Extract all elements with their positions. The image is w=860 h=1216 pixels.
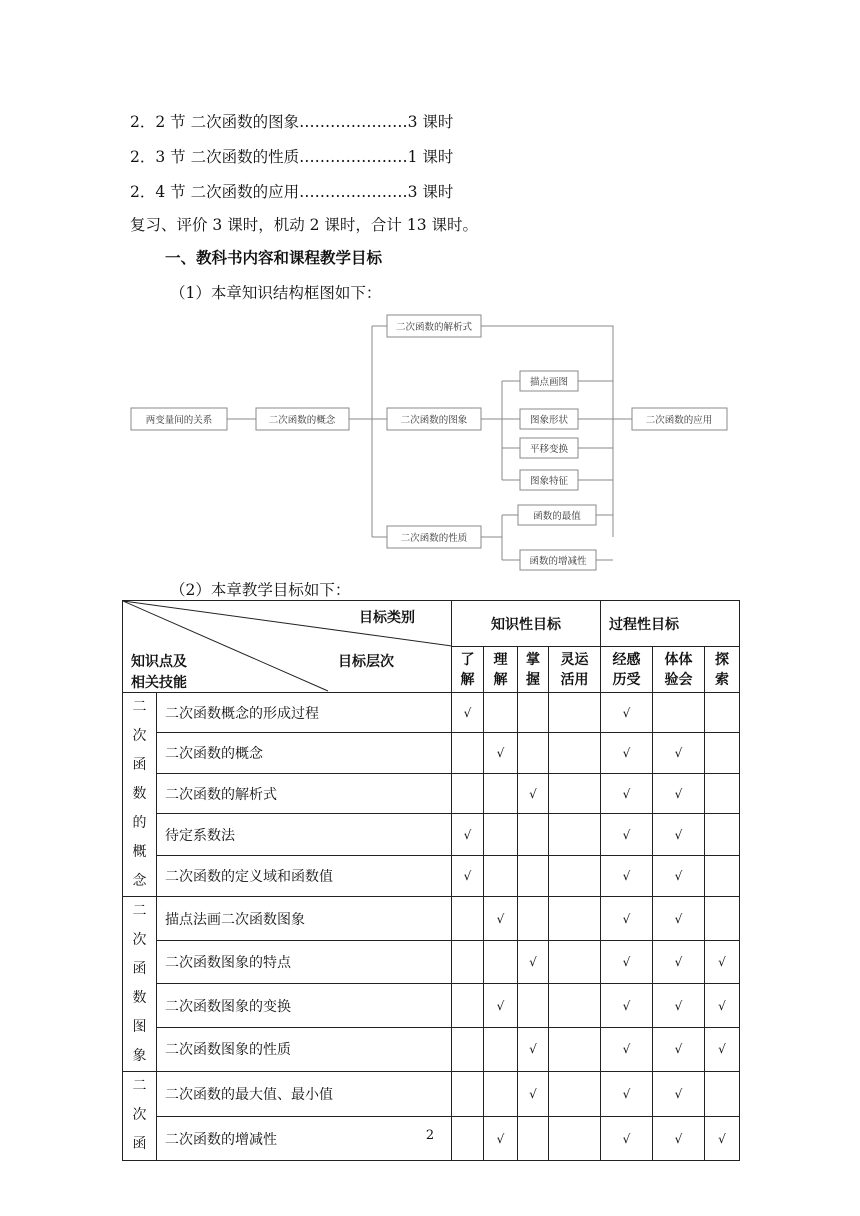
check-mark-cell: √ [653,814,705,855]
box-property-child-2-label: 函数的增减性 [529,556,587,567]
check-mark-cell: √ [705,941,740,984]
check-mark-cell [518,693,549,733]
check-mark-cell: √ [518,1027,549,1071]
check-mark-cell: √ [484,984,518,1027]
check-mark-cell: √ [601,897,653,941]
check-mark-cell: √ [601,855,653,896]
schedule-line-1: 2．2 节 二次函数的图象…………………3 课时 [130,113,454,131]
table-row [123,814,740,855]
col-header: 经感历受 [601,647,653,693]
box-application-label: 二次函数的应用 [645,415,713,426]
check-mark-cell: √ [601,941,653,984]
check-mark-cell: √ [653,774,705,814]
check-mark-cell [549,814,601,855]
check-mark-cell: √ [601,774,653,814]
check-mark-cell [549,1072,601,1117]
check-mark-cell [452,984,484,1027]
check-mark-cell: √ [452,693,484,733]
row-item: 二次函数的增减性 [157,1117,452,1161]
check-mark-cell [518,855,549,896]
row-item: 二次函数的最大值、最小值 [157,1072,452,1117]
check-mark-cell: √ [601,814,653,855]
header-related-skill: 相关技能 [131,675,187,691]
check-mark-cell [549,1027,601,1071]
group-process-goals: 过程性目标 [601,601,740,647]
check-mark-cell [484,1072,518,1117]
table-caption: （2）本章教学目标如下： [170,581,351,599]
check-mark-cell [484,1027,518,1071]
check-mark-cell [518,733,549,774]
check-mark-cell [452,897,484,941]
table-row [123,855,740,896]
row-item: 二次函数的解析式 [157,774,452,814]
box-graph-child-3-label: 平移变换 [529,444,569,455]
col-header: 探索 [705,647,740,693]
check-mark-cell [484,693,518,733]
check-mark-cell [452,774,484,814]
check-mark-cell: √ [653,855,705,896]
check-mark-cell: √ [601,1117,653,1161]
check-mark-cell [705,897,740,941]
check-mark-cell: √ [705,984,740,1027]
header-category: 目标类别 [359,610,415,626]
check-mark-cell: √ [705,1027,740,1071]
row-item: 二次函数图象的变换 [157,984,452,1027]
check-mark-cell: √ [601,733,653,774]
box-property-child-1-label: 函数的最值 [533,511,581,522]
check-mark-cell: √ [518,1072,549,1117]
check-mark-cell [484,774,518,814]
check-mark-cell: √ [653,1072,705,1117]
check-mark-cell: √ [705,1117,740,1161]
box-graph-child-2-label: 图象形状 [529,415,569,426]
box-start-label: 两变量间的关系 [145,415,213,426]
check-mark-cell [452,941,484,984]
check-mark-cell [705,774,740,814]
row-item: 二次函数的概念 [157,733,452,774]
check-mark-cell [452,733,484,774]
row-item: 二次函数图象的特点 [157,941,452,984]
table-row [123,897,740,941]
section-heading: 一、教科书内容和课程教学目标 [165,249,383,267]
check-mark-cell [705,814,740,855]
teaching-goals-table [122,600,740,1161]
check-mark-cell: √ [452,855,484,896]
row-group-label: 二次函数的概念 [123,693,157,897]
check-mark-cell [452,1072,484,1117]
row-item: 描点法画二次函数图象 [157,897,452,941]
check-mark-cell [549,774,601,814]
schedule-line-2: 2．3 节 二次函数的性质…………………1 课时 [130,148,454,166]
group-knowledge-goals: 知识性目标 [452,601,601,647]
row-item: 二次函数概念的形成过程 [157,693,452,733]
check-mark-cell: √ [601,1027,653,1071]
table-row [123,1072,740,1117]
table-row [123,941,740,984]
check-mark-cell [705,693,740,733]
box-analytic-label: 二次函数的解析式 [395,322,473,333]
row-group-label: 二次函数图象 [123,897,157,1072]
box-graph-label: 二次函数的图象 [400,415,468,426]
check-mark-cell [549,984,601,1027]
table-row [123,733,740,774]
check-mark-cell [653,693,705,733]
page-number: 2 [425,1128,435,1143]
check-mark-cell: √ [484,897,518,941]
col-header: 理解 [484,647,518,693]
check-mark-cell: √ [484,1117,518,1161]
table-row [123,1027,740,1071]
table-row [123,984,740,1027]
check-mark-cell [549,733,601,774]
col-header: 灵运活用 [549,647,601,693]
check-mark-cell [549,855,601,896]
box-concept-label: 二次函数的概念 [268,415,336,426]
check-mark-cell: √ [653,1027,705,1071]
check-mark-cell: √ [601,693,653,733]
col-header: 掌握 [518,647,549,693]
check-mark-cell: √ [601,1072,653,1117]
box-graph-child-4-label: 图象特征 [529,476,569,487]
schedule-line-3: 2．4 节 二次函数的应用…………………3 课时 [130,183,454,201]
check-mark-cell: √ [653,984,705,1027]
check-mark-cell: √ [653,1117,705,1161]
check-mark-cell [549,897,601,941]
goal-rows [123,693,740,1161]
diagram-caption: （1）本章知识结构框图如下： [170,284,382,302]
check-mark-cell [484,855,518,896]
check-mark-cell [452,1027,484,1071]
table-row [123,693,740,733]
table-row [123,774,740,814]
check-mark-cell: √ [452,814,484,855]
box-property-label: 二次函数的性质 [400,533,468,544]
schedule-summary: 复习、评价 3 课时，机动 2 课时，合计 13 课时。 [130,216,479,234]
check-mark-cell: √ [653,941,705,984]
header-level: 目标层次 [338,654,394,670]
check-mark-cell [518,897,549,941]
check-mark-cell [705,1072,740,1117]
check-mark-cell [705,733,740,774]
check-mark-cell [705,855,740,896]
check-mark-cell: √ [518,941,549,984]
check-mark-cell [484,814,518,855]
check-mark-cell [549,941,601,984]
row-group-label: 二次函 [123,1072,157,1161]
connector [481,381,520,480]
diagonal-header-cell [123,601,452,693]
check-mark-cell: √ [601,984,653,1027]
col-header: 体体验会 [653,647,705,693]
header-knowledge-point: 知识点及 [131,654,187,670]
check-mark-cell [549,693,601,733]
check-mark-cell: √ [653,897,705,941]
check-mark-cell [484,941,518,984]
connector [349,326,387,537]
check-mark-cell [518,984,549,1027]
knowledge-structure-diagram [0,0,860,600]
box-graph-child-1-label: 描点画图 [529,377,569,388]
check-mark-cell: √ [653,733,705,774]
row-item: 待定系数法 [157,814,452,855]
check-mark-cell: √ [518,774,549,814]
check-mark-cell: √ [484,733,518,774]
check-mark-cell [518,814,549,855]
row-item: 二次函数图象的性质 [157,1027,452,1071]
col-header: 了解 [452,647,484,693]
row-item: 二次函数的定义域和函数值 [157,855,452,896]
